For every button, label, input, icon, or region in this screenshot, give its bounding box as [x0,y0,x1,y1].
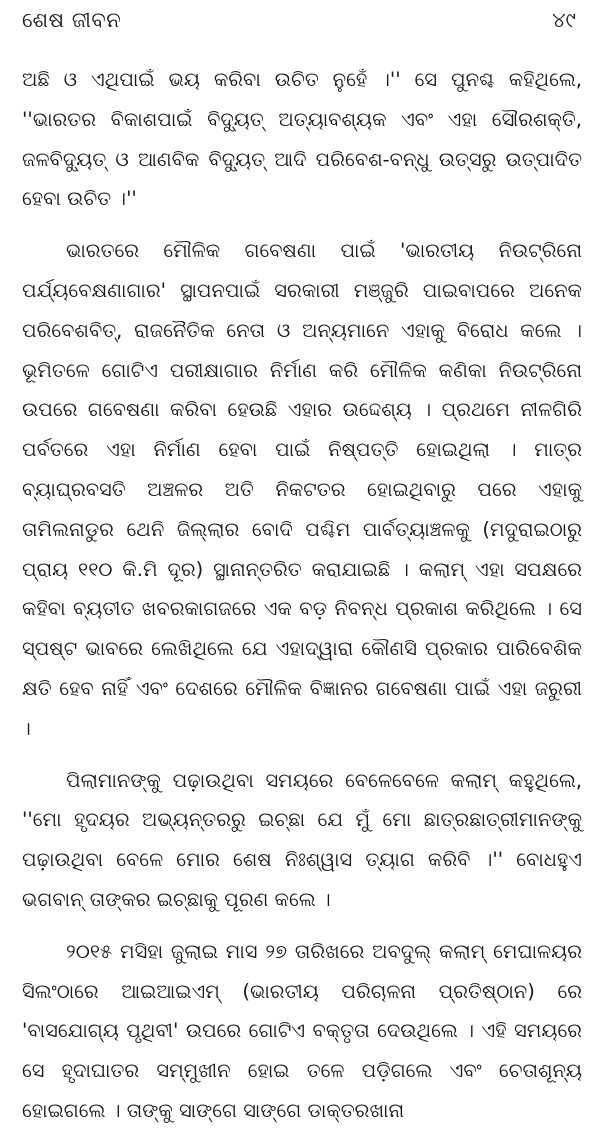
paragraph: ଅଛି ଓ ଏଥିପାଇଁ ଭୟ କରିବା ଉଚିତ ନୁହେଁ ।'' ସେ ପୁନଶ୍ଚ କହିଥିଲେ, ''ଭାରତର ବିକାଶପାଇଁ ବିଦ୍ୟୁତ୍ ଅତ୍ୟାବଶ୍ୟକ ଏବଂ ଏହା ସୌରଶକ୍ତି, ଜଳବିଦ୍ୟୁତ୍ ଓ ଆଣବିକ ବିଦ୍ୟୁତ୍ ଆଦି ପରିବେଶ-ବନ୍ଧୁ ଉତ୍ସରୁ ଉତ୍ପାଦିତ ହେବା ଉଚିତ ।'' [22,68,582,211]
paragraph: ପିଲାମାନଙ୍କୁ ପଢ଼ାଉଥିବା ସମୟରେ ବେଳେବେଳେ କଲାମ୍ କହୁଥିଲେ, ''ମୋ ହୃଦୟର ଅଭ୍ୟନ୍ତରରୁ ଇଚ୍ଛା ଯେ ମୁଁ ମୋ ଛାତ୍ରଛାତ୍ରୀମାନଙ୍କୁ ପଢ଼ାଉଥିବା ବେଳେ ମୋର ଶେଷ ନିଃଶ୍ୱାସ ତ୍ୟାଗ କରିବି ।'' ବୋଧହୁଏ ଭଗବାନ୍ ତାଙ୍କର ଇଚ୍ଛାକୁ ପୂରଣ କଲେ । [22,768,582,911]
page-header [22,8,582,60]
body-text [22,60,582,1131]
paragraph: ୨୦୧୫ ମସିହା ଜୁଲାଇ ମାସ ୨୭ ତାରିଖରେ ଅବଦୁଲ୍ କଲାମ୍ ମେଘାଳୟର ସିଲଂଠାରେ ଆଇଆଇଏମ୍ (ଭାରତୀୟ ପରିଚାଳନା ପ୍ରତିଷ୍ଠାନ) ରେ 'ବାସଯୋଗ୍ୟ ପୃଥିବୀ' ଉପରେ ଗୋଟିଏ ବକ୍ତୃତା ଦେଉଥିଲେ । ଏହି ସମୟରେ ସେ ହୃଦାଘାତର ସମ୍ମୁଖୀନ ହୋଇ ତଳେ ପଡ଼ିଗଲେ ଏବଂ ଚେତାଶୂନ୍ୟ ହୋଇଗଲେ । ତାଙ୍କୁ ସାଙ୍ଗେ ସାଙ୍ଗେ ଡାକ୍ତରଖାନା [22,939,582,1122]
running-title: ଶେଷ ଜୀବନ [22,8,122,32]
page-number: ୪୯ [552,8,576,32]
paragraph: ଭାରତରେ ମୌଳିକ ଗବେଷଣା ପାଇଁ 'ଭାରତୀୟ ନିଉଟ୍ରିନୋ ପର୍ଯ୍ୟବେକ୍ଷଣାଗାର' ସ୍ଥାପନପାଇଁ ସରକାରୀ ମଞ୍ଜୁରି ପାଇବାପରେ ଅନେକ ପରିବେଶବିତ୍, ରାଜନୈତିକ ନେତା ଓ ଅନ୍ୟମାନେ ଏହାକୁ ବିରୋଧ କଲେ । ଭୂମିତଳେ ଗୋଟିଏ ପରୀକ୍ଷାଗାର ନିର୍ମାଣ କରି ମୌଳିକ କଣିକା ନିଉଟ୍ରିନୋ ଉପରେ ଗବେଷଣା କରିବା ହେଉଛି ଏହାର ଉଦ୍ଦେଶ୍ୟ । ପ୍ରଥମେ ନୀଳଗିରି ପର୍ବତରେ ଏହା ନିର୍ମାଣ ହେବା ପାଇଁ ନିଷ୍ପତ୍ତି ହୋଇଥିଲା । ମାତ୍ର ବ୍ୟାଘ୍ରବସତି ଅଞ୍ଚଳର ଅତି ନିକଟତର ହୋଇଥିବାରୁ ପରେ ଏହାକୁ ତାମିଲନାଡୁର ଥେନି ଜିଲ୍ଲାର ବୋଦି ପଶ୍ଚିମ ପାର୍ବତ୍ୟାଞ୍ଚଳକୁ (ମଦୁରାଇଠାରୁ ପ୍ରାୟ ୧୧୦ କି.ମି ଦୂର) ସ୍ଥାନାନ୍ତରିତ କରାଯାଇଛି । କଲାମ୍ ଏହା ସପକ୍ଷରେ କହିବା ବ୍ୟତୀତ ଖବରକାଗଜରେ ଏକ ବଡ଼ ନିବନ୍ଧ ପ୍ରକାଶ କରିଥିଲେ । ସେ ସ୍ପଷ୍ଟ ଭାବରେ ଲେଖିଥିଲେ ଯେ ଏହାଦ୍ୱାରା କୌଣସି ପ୍ରକାର ପାରିବେଶିକ କ୍ଷତି ହେବ ନାହିଁ ଏବଂ ଦେଶରେ ମୌଳିକ ବିଜ୍ଞାନର ଗବେଷଣା ପାଇଁ ଏହା ଜରୁରୀ । [22,239,582,740]
